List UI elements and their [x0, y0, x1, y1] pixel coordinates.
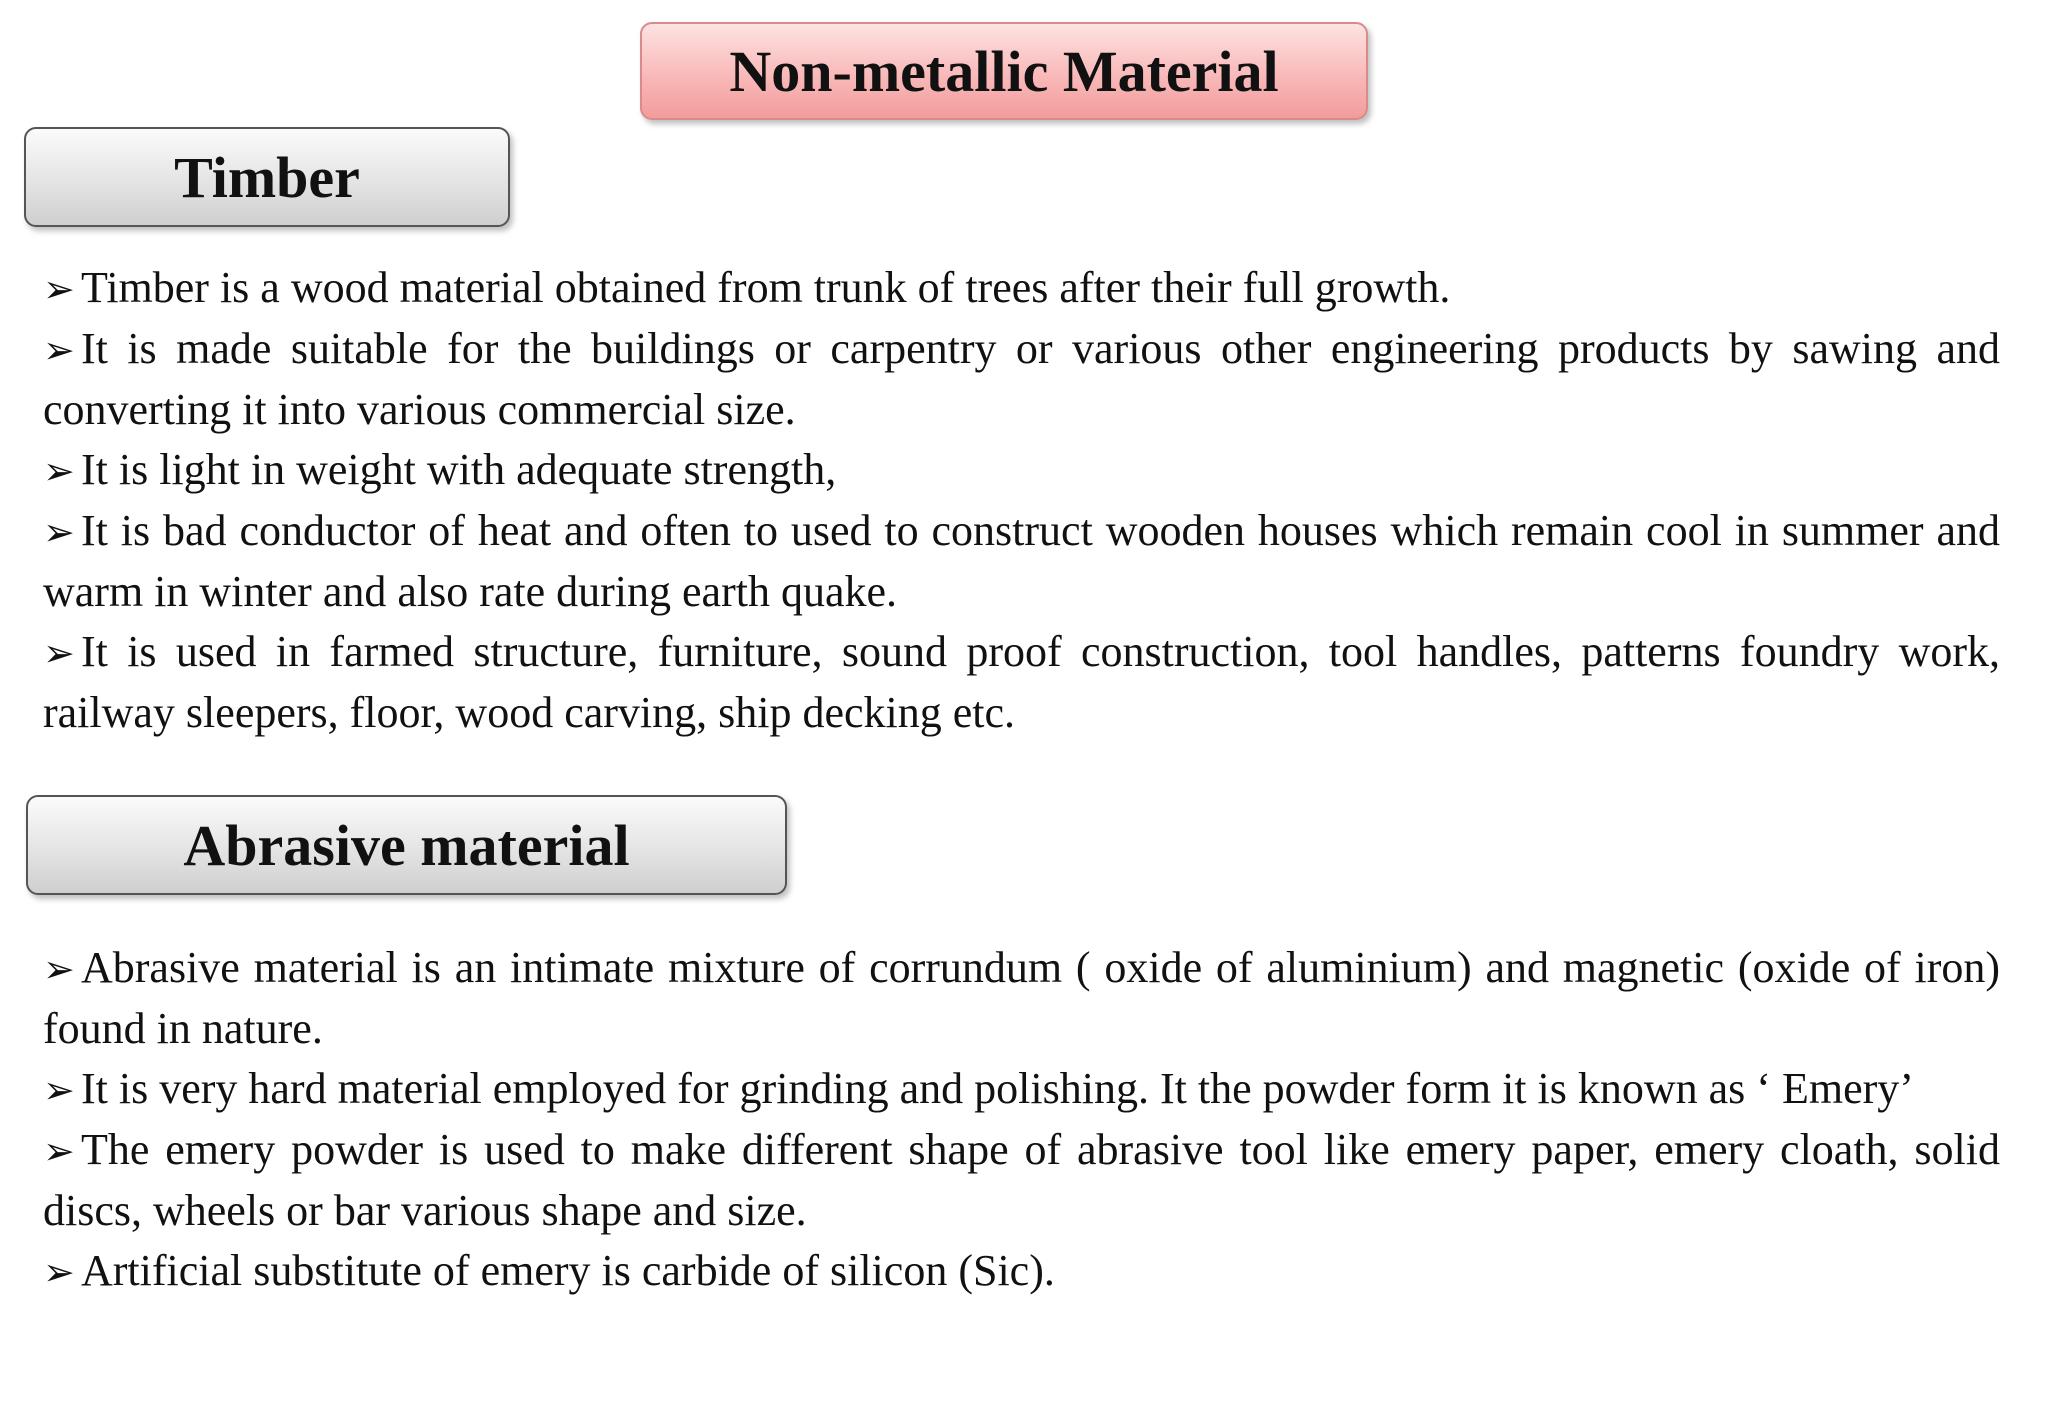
bullet-text: It is very hard material employed for grinding and polishing. It the powder form it is known as ‘ Emery’	[81, 1064, 1914, 1113]
list-item	[43, 319, 2000, 440]
arrow-bullet-icon: ➢	[43, 449, 75, 493]
abrasive-bullet-list	[43, 938, 2000, 1302]
bullet-text: It is used in farmed structure, furniture, sound proof construction, tool handles, patterns foundry work, railway sleepers, floor, wood carving, ship decking etc.	[43, 627, 2000, 737]
list-item	[43, 258, 2000, 319]
list-item	[43, 440, 2000, 501]
list-item	[43, 1241, 2000, 1302]
arrow-bullet-icon: ➢	[43, 631, 75, 675]
arrow-bullet-icon: ➢	[43, 510, 75, 554]
section-heading-timber: Timber	[24, 127, 510, 227]
list-item	[43, 1059, 2000, 1120]
section-heading-abrasive: Abrasive material	[26, 795, 787, 895]
arrow-bullet-icon: ➢	[43, 1068, 75, 1112]
bullet-text: Artificial substitute of emery is carbide of silicon (Sic).	[81, 1246, 1055, 1295]
slide-title: Non-metallic Material	[640, 22, 1368, 120]
bullet-text: It is bad conductor of heat and often to used to construct wooden houses which remain cool in summer and warm in winter and also rate during earth quake.	[43, 506, 2000, 616]
arrow-bullet-icon: ➢	[43, 1129, 75, 1173]
arrow-bullet-icon: ➢	[43, 328, 75, 372]
arrow-bullet-icon: ➢	[43, 1250, 75, 1294]
bullet-text: It is made suitable for the buildings or carpentry or various other engineering products by sawing and converting it into various commercial size.	[43, 324, 2000, 434]
list-item	[43, 1120, 2000, 1241]
list-item	[43, 622, 2000, 743]
timber-bullet-list	[43, 258, 2000, 743]
arrow-bullet-icon: ➢	[43, 267, 75, 311]
arrow-bullet-icon: ➢	[43, 947, 75, 991]
bullet-text: The emery powder is used to make different shape of abrasive tool like emery paper, emery cloath, solid discs, wheels or bar various shape and size.	[43, 1125, 2000, 1235]
list-item	[43, 938, 2000, 1059]
bullet-text: It is light in weight with adequate strength,	[81, 445, 837, 494]
bullet-text: Timber is a wood material obtained from trunk of trees after their full growth.	[81, 263, 1451, 312]
bullet-text: Abrasive material is an intimate mixture of corrundum ( oxide of aluminium) and magnetic (oxide of iron) found in nature.	[43, 943, 2000, 1053]
list-item	[43, 501, 2000, 622]
